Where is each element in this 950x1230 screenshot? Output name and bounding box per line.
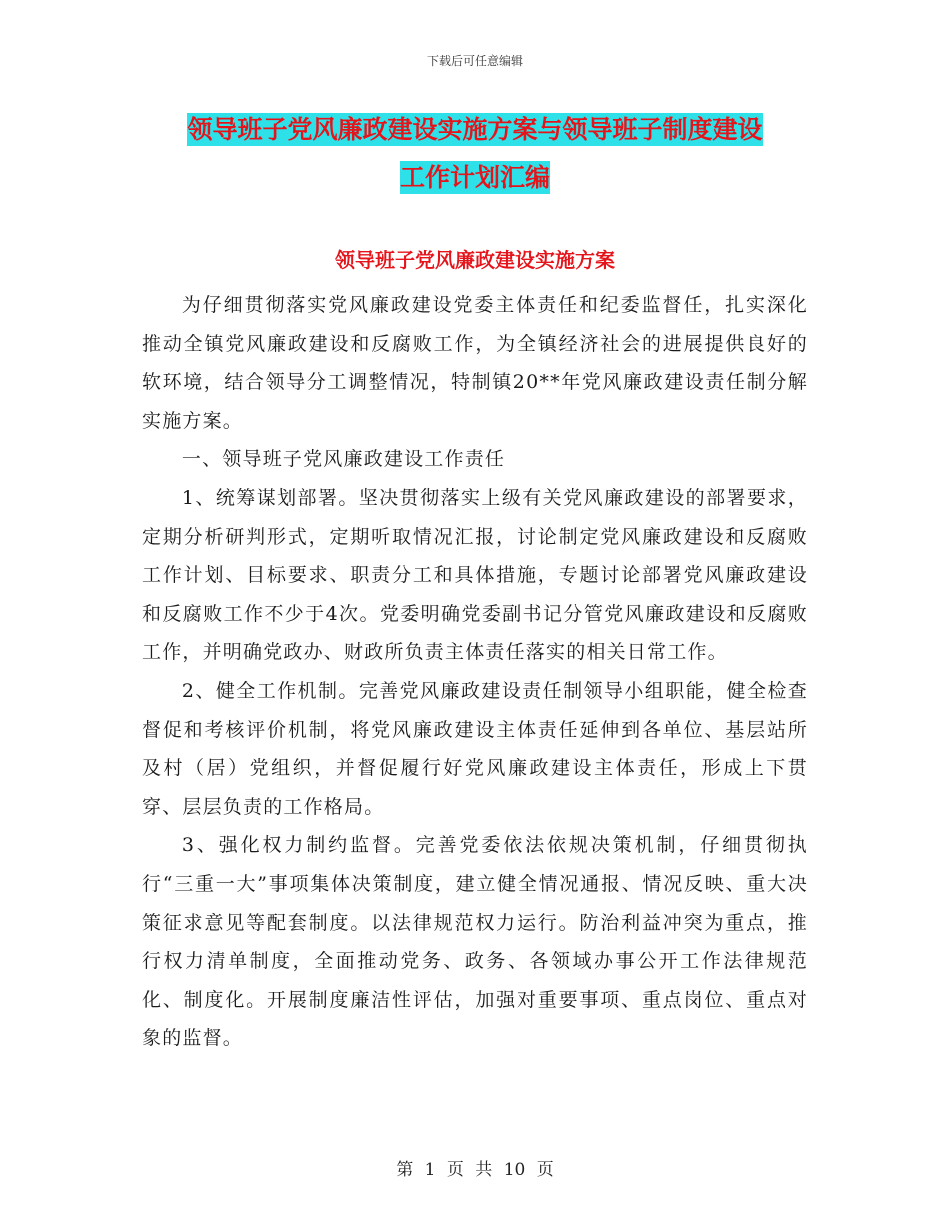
document-title: [140, 106, 810, 202]
paragraph-intro: 为仔细贯彻落实党风廉政建设党委主体责任和纪委监督任，扎实深化推动全镇党风廉政建设和反腐败工作，为全镇经济社会的进展提供良好的软环境，结合领导分工调整情况，特制镇20**年党风廉政建设责任制分解实施方案。: [142, 294, 808, 432]
paragraph-item-2: 2、健全工作机制。完善党风廉政建设责任制领导小组职能，健全检查督促和考核评价机制，将党风廉政建设主体责任延伸到各单位、基层站所及村（居）党组织，并督促履行好党风廉政建设主体责任，形成上下贯穿、层层负责的工作格局。: [142, 679, 808, 818]
page-number: 第 1 页 共 10 页: [396, 1160, 554, 1180]
section-title: 领导班子党风廉政建设实施方案: [335, 248, 615, 272]
page-header-note: 下载后可任意编辑: [426, 54, 523, 68]
heading-responsibility: 一、领导班子党风廉政建设工作责任: [181, 448, 506, 471]
document-title-line-1: 领导班子党风廉政建设实施方案与领导班子制度建设: [187, 115, 763, 144]
paragraph-item-1: 1、统筹谋划部署。坚决贯彻落实上级有关党风廉政建设的部署要求，定期分析研判形式，定期听取情况汇报，讨论制定党风廉政建设和反腐败工作计划、目标要求、职责分工和具体措施，专题讨论部署党风廉政建设和反腐败工作不少于4次。党委明确党委副书记分管党风廉政建设和反腐败工作，并明确党政办、财政所负责主体责任落实的相关日常工作。: [142, 486, 808, 664]
paragraph-item-3: 3、强化权力制约监督。完善党委依法依规决策机制，仔细贯彻执行“三重一大”事项集体决策制度，建立健全情况通报、情况反映、重大决策征求意见等配套制度。以法律规范权力运行。防治利益冲突为重点，推行权力清单制度，全面推动党务、政务、各领域办事公开工作法律规范化、制度化。开展制度廉洁性评估，加强对重要事项、重点岗位、重点对象的监督。: [142, 834, 808, 1050]
document-title-line-2: 工作计划汇编: [399, 163, 550, 192]
document-body: [142, 286, 808, 1058]
